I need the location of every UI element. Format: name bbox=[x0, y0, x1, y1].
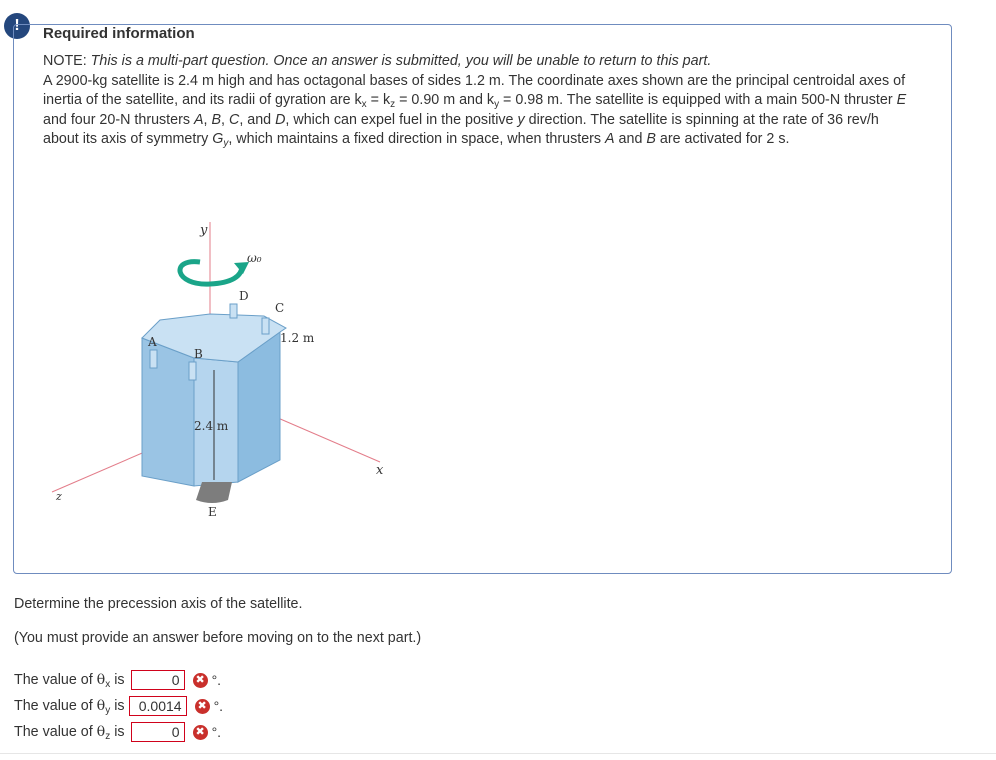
label-E: E bbox=[208, 505, 217, 519]
incorrect-x-mark-icon: ✖ bbox=[193, 673, 208, 688]
bottom-divider bbox=[0, 753, 996, 754]
label-D: D bbox=[239, 289, 249, 303]
label-C: C bbox=[275, 301, 285, 315]
question-text: Determine the precession axis of the satellite. bbox=[14, 596, 303, 612]
thruster-A bbox=[150, 350, 157, 368]
label-y: y bbox=[200, 223, 208, 238]
answer-row-theta-x: The value of $\theta_x$ is 0 ✖ °. bbox=[14, 669, 221, 691]
answer-row-theta-y: The value of $\theta_y$ is 0.0014 ✖ °. bbox=[14, 695, 223, 717]
x-axis-line bbox=[278, 418, 380, 462]
theta-x-input[interactable] bbox=[131, 670, 185, 690]
label-omega: ω₀ bbox=[247, 251, 262, 265]
problem-statement bbox=[43, 52, 913, 150]
note-line: NOTE: This is a multi-part question. Once an answer is submitted, you will be unable to return to this part. bbox=[43, 53, 712, 69]
label-A: A bbox=[148, 335, 157, 349]
label-B: B bbox=[194, 347, 203, 361]
theta-y-input[interactable] bbox=[129, 696, 187, 716]
incorrect-x-mark-icon: ✖ bbox=[195, 699, 210, 714]
label-height: 2.4 m bbox=[194, 419, 229, 433]
problem-body: A 2900-kg satellite is 2.4 m high and has octagonal bases of sides 1.2 m. The coordinate axes shown are the principal centroidal axes of inertia of the satellite, and its radii of gyration are $k_x = k_z = 0.90$ m and $k_y = 0.98$ m. The satellite is equipped with a main 500-N thruster E and four 20-N thrusters A, B, C, and D, which can expel fuel in the positive y direction. The satellite is spinning at the rate of 36 rev/h about its axis of symmetry $G_y$, which maintains a fixed direction in space, when thrusters A and B are activated for 2 s. bbox=[43, 72, 907, 149]
answer-required-note: (You must provide an answer before moving on to the next part.) bbox=[14, 630, 422, 646]
incorrect-x-mark-icon: ✖ bbox=[193, 725, 208, 740]
alert-exclamation-icon: ! bbox=[4, 13, 30, 39]
label-z: z bbox=[56, 490, 62, 503]
thruster-B bbox=[189, 362, 196, 380]
label-x: x bbox=[376, 463, 384, 478]
satellite-figure bbox=[42, 210, 402, 530]
main-nozzle bbox=[196, 482, 232, 503]
spin-arrow bbox=[180, 262, 242, 284]
label-side: 1.2 m bbox=[280, 331, 315, 345]
answer-row-theta-z: The value of $\theta_z$ is 0 ✖ °. bbox=[14, 721, 221, 743]
thruster-D bbox=[230, 304, 237, 318]
info-title: Required information bbox=[43, 25, 195, 42]
theta-z-input[interactable] bbox=[131, 722, 185, 742]
thruster-C bbox=[262, 318, 269, 334]
